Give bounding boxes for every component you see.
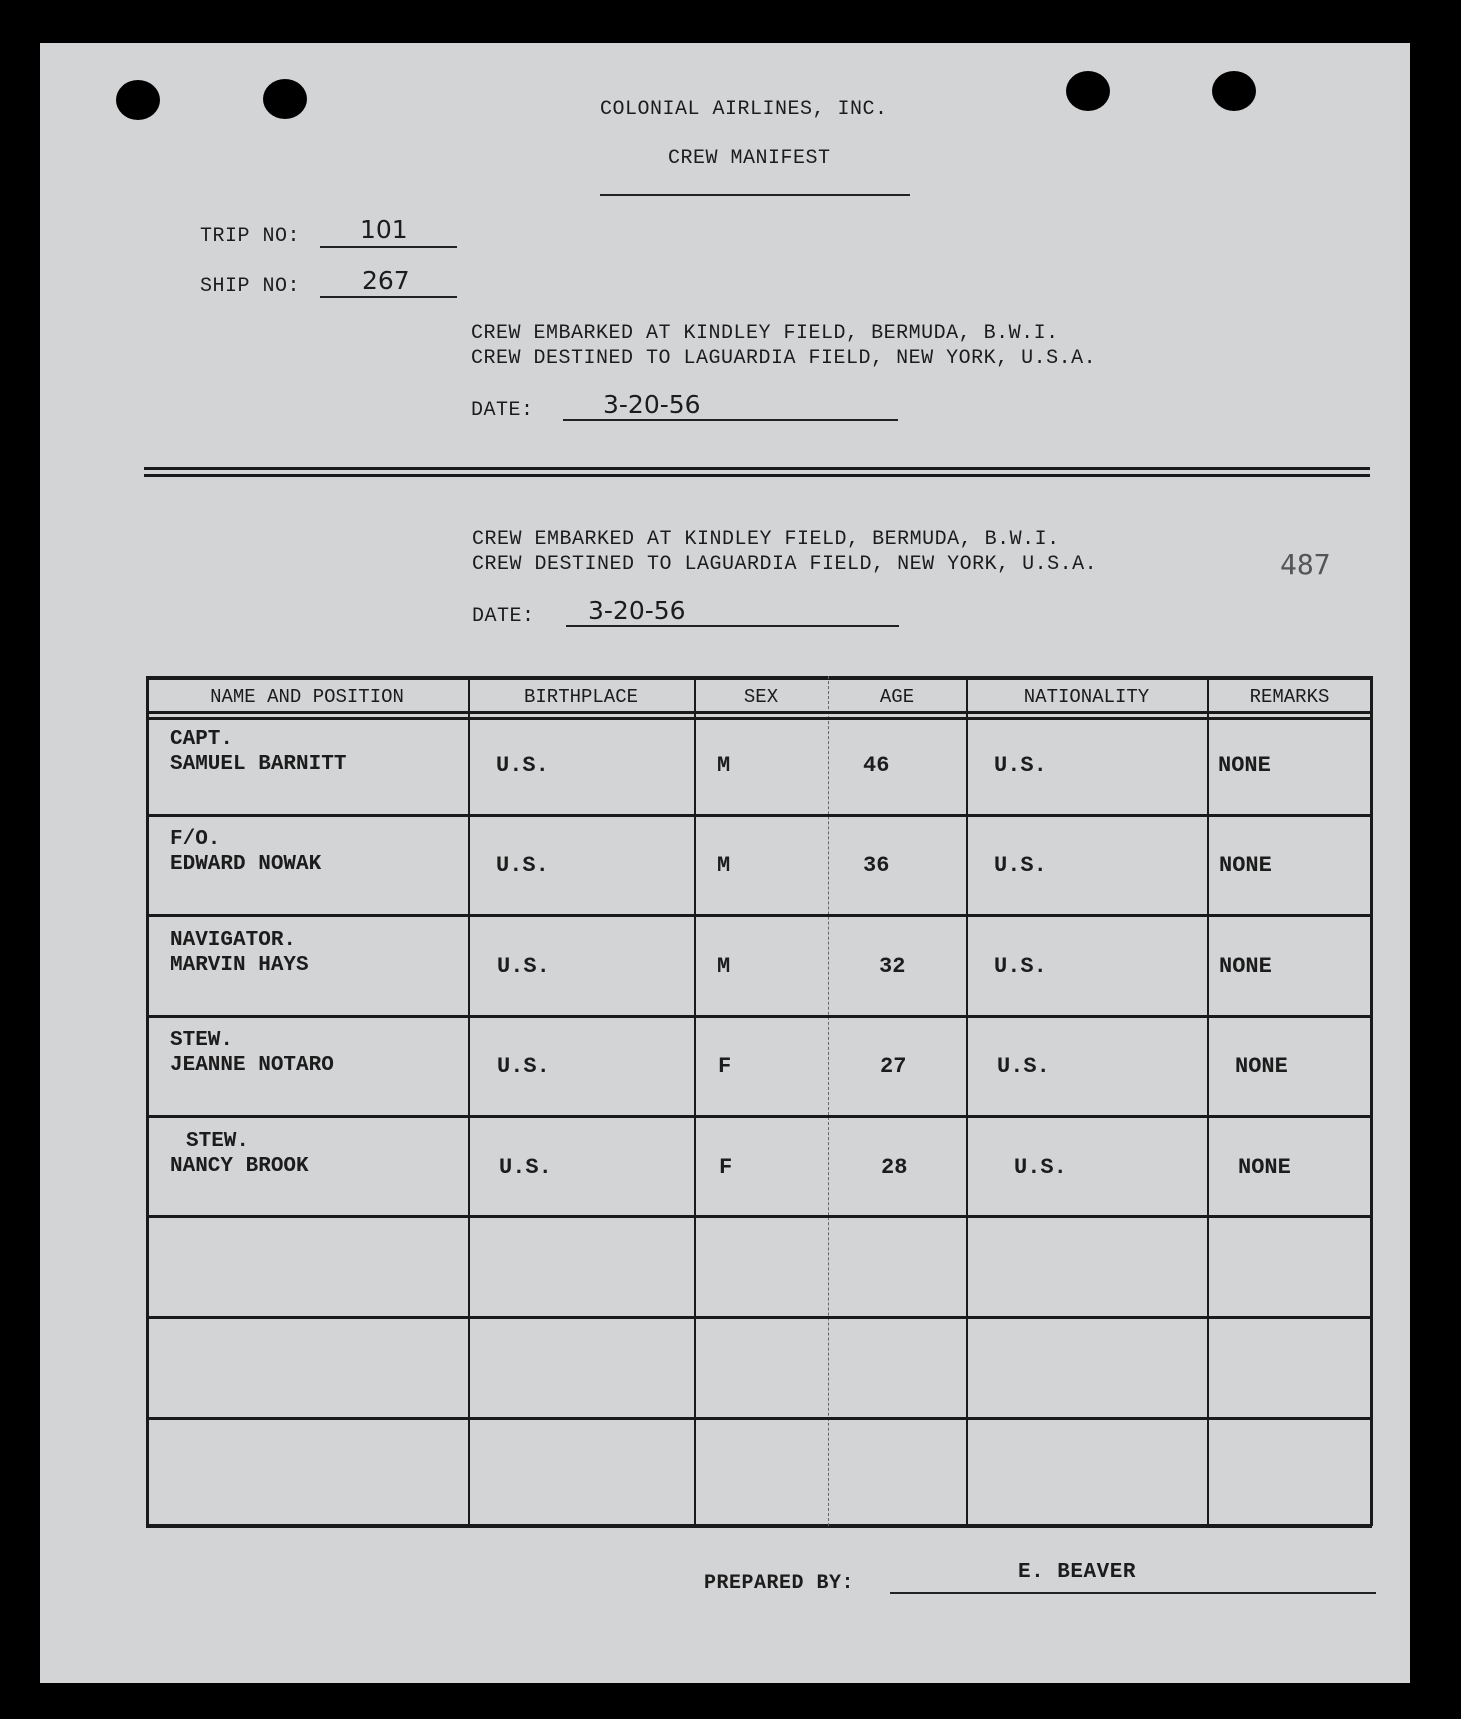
table-border xyxy=(146,676,1372,680)
sex: F xyxy=(718,1054,732,1079)
column-header: REMARKS xyxy=(1249,686,1330,708)
table-border xyxy=(146,676,149,1526)
row-rule xyxy=(146,1316,1372,1319)
column-divider xyxy=(1207,676,1209,1526)
nationality: U.S. xyxy=(994,954,1047,979)
row-rule xyxy=(146,1015,1372,1018)
nationality: U.S. xyxy=(1014,1155,1067,1180)
ship-label: SHIP NO: xyxy=(200,275,301,298)
table-border xyxy=(1370,676,1373,1526)
crew-name: SAMUEL BARNITT xyxy=(170,753,347,776)
column-divider xyxy=(468,676,470,1526)
crew-position: STEW. xyxy=(186,1130,250,1153)
crew-name: MARVIN HAYS xyxy=(170,954,309,977)
row-rule xyxy=(146,1417,1372,1420)
sex: M xyxy=(717,954,731,979)
column-header: NAME AND POSITION xyxy=(210,686,404,708)
crew-name: JEANNE NOTARO xyxy=(170,1054,334,1077)
crew-position: F/O. xyxy=(170,828,221,851)
age: 46 xyxy=(863,753,890,778)
column-divider xyxy=(966,676,968,1526)
remarks: NONE xyxy=(1219,853,1272,878)
row-rule xyxy=(146,1215,1372,1218)
row-rule xyxy=(146,814,1372,817)
prepared-by-name: E. BEAVER xyxy=(1018,1561,1136,1584)
form-title: CREW MANIFEST xyxy=(668,147,831,170)
company-name: COLONIAL AIRLINES, INC. xyxy=(600,98,888,121)
trip-number: 101 xyxy=(360,215,408,244)
punch-hole-icon xyxy=(263,79,307,119)
crew-position: STEW. xyxy=(170,1029,234,1052)
destined-line-2: CREW DESTINED TO LAGUARDIA FIELD, NEW YORK, U.S.A. xyxy=(472,553,1098,576)
crew-position: CAPT. xyxy=(170,728,234,751)
remarks: NONE xyxy=(1235,1054,1288,1079)
birthplace: U.S. xyxy=(499,1155,552,1180)
header-rule xyxy=(146,711,1372,714)
manifest-page xyxy=(40,43,1410,1683)
column-divider xyxy=(828,676,829,1526)
nationality: U.S. xyxy=(994,853,1047,878)
sex: M xyxy=(717,753,731,778)
date-label-1: DATE: xyxy=(471,399,534,422)
crew-position: NAVIGATOR. xyxy=(170,929,297,952)
trip-underline xyxy=(320,246,457,248)
column-header: AGE xyxy=(879,686,915,708)
birthplace: U.S. xyxy=(496,753,549,778)
birthplace: U.S. xyxy=(497,954,550,979)
nationality: U.S. xyxy=(994,753,1047,778)
column-header: NATIONALITY xyxy=(1023,686,1150,708)
prepared-by-label: PREPARED BY: xyxy=(704,1572,855,1595)
trip-label: TRIP NO: xyxy=(200,225,301,248)
page-number: 487 xyxy=(1280,548,1331,581)
embarked-line-1: CREW EMBARKED AT KINDLEY FIELD, BERMUDA, B.W.I. xyxy=(471,322,1059,345)
age: 27 xyxy=(880,1054,907,1079)
date-underline-1 xyxy=(563,419,898,421)
column-header: SEX xyxy=(743,686,779,708)
signature-line xyxy=(890,1592,1376,1594)
punch-hole-icon xyxy=(1066,71,1110,111)
title-underline xyxy=(600,194,910,196)
sex: M xyxy=(717,853,731,878)
column-divider xyxy=(694,676,696,1526)
header-rule xyxy=(146,717,1372,720)
date-value-1: 3-20-56 xyxy=(603,390,701,419)
date-label-2: DATE: xyxy=(472,605,535,628)
row-rule xyxy=(146,914,1372,917)
remarks: NONE xyxy=(1219,954,1272,979)
column-header: BIRTHPLACE xyxy=(523,686,639,708)
birthplace: U.S. xyxy=(496,853,549,878)
punch-hole-icon xyxy=(116,80,160,120)
date-underline-2 xyxy=(566,625,899,627)
remarks: NONE xyxy=(1218,753,1271,778)
punch-hole-icon xyxy=(1212,71,1256,111)
sex: F xyxy=(719,1155,733,1180)
destined-line-1: CREW DESTINED TO LAGUARDIA FIELD, NEW YORK, U.S.A. xyxy=(471,347,1097,370)
ship-underline xyxy=(320,296,457,298)
age: 36 xyxy=(863,853,890,878)
crew-name: NANCY BROOK xyxy=(170,1155,309,1178)
embarked-line-2: CREW EMBARKED AT KINDLEY FIELD, BERMUDA, B.W.I. xyxy=(472,528,1060,551)
row-rule xyxy=(146,1115,1372,1118)
birthplace: U.S. xyxy=(497,1054,550,1079)
age: 28 xyxy=(881,1155,908,1180)
date-value-2: 3-20-56 xyxy=(588,596,686,625)
ship-number: 267 xyxy=(362,266,410,295)
remarks: NONE xyxy=(1238,1155,1291,1180)
table-border xyxy=(146,1524,1372,1528)
divider-rule xyxy=(144,474,1370,477)
crew-name: EDWARD NOWAK xyxy=(170,853,322,876)
age: 32 xyxy=(879,954,906,979)
divider-rule xyxy=(144,467,1370,470)
nationality: U.S. xyxy=(997,1054,1050,1079)
crew-table xyxy=(146,676,1372,1524)
